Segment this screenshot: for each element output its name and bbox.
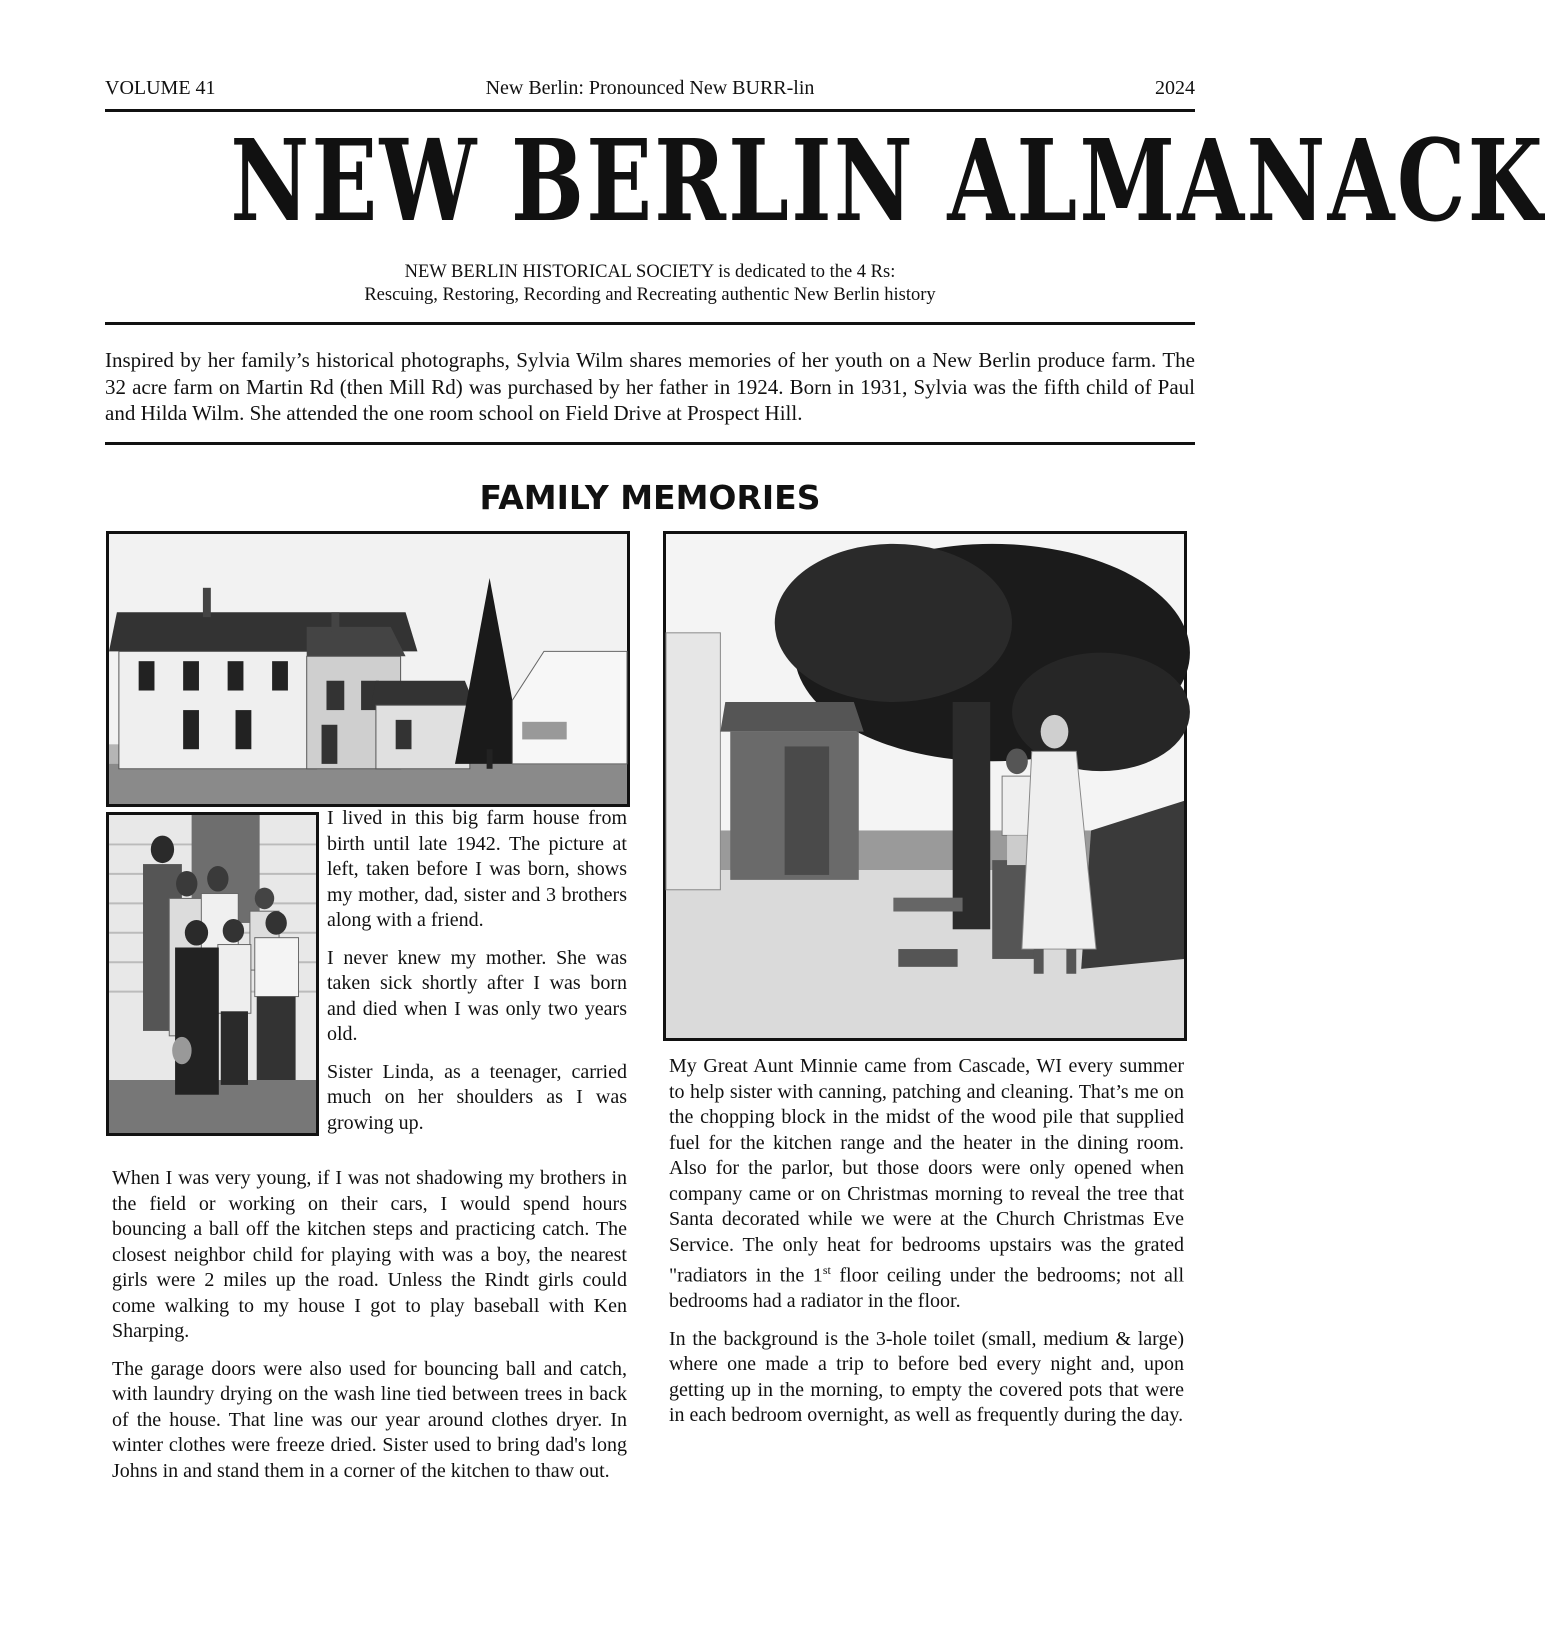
section-title: FAMILY MEMORIES: [479, 478, 821, 517]
left-paragraph-2: The garage doors were also used for bouncing ball and catch, with laundry drying on the wash line tied between trees in back of the house. That line was our year around clothes dryer. In winter clothes were freeze dried. Sister used to bring dad's long Johns in and stand them in a corner of the kitchen to thaw out.: [112, 1357, 627, 1482]
volume-label: VOLUME 41: [105, 77, 216, 99]
header-rule: [105, 109, 1195, 112]
family-photo: [106, 812, 319, 1136]
beside-photo-text: [327, 806, 627, 1148]
society-rule: [105, 322, 1195, 325]
farmhouse-photo: [106, 531, 630, 807]
intro-paragraph: Inspired by her family’s historical photographs, Sylvia Wilm shares memories of her youth on a New Berlin produce farm. The 32 acre farm on Martin Rd (then Mill Rd) was purchased by her father in 1924. Born in 1931, Sylvia was the fifth child of Paul and Hilda Wilm. She attended the one room school on Field Drive at Prospect Hill.: [105, 348, 1195, 425]
beside-paragraph-3: Sister Linda, as a teenager, carried much on her shoulders as I was growing up.: [327, 1060, 627, 1134]
left-column-text: [112, 1166, 627, 1496]
tagline: New Berlin: Pronounced New BURR-lin: [485, 77, 815, 99]
society-line-1: NEW BERLIN HISTORICAL SOCIETY is dedicated to the 4 Rs:: [404, 262, 896, 282]
society-line-2: Rescuing, Restoring, Recording and Recreating authentic New Berlin history: [364, 285, 936, 305]
right-column-text: [669, 1054, 1184, 1441]
year-label: 2024: [1155, 77, 1195, 99]
masthead-title: NEW BERLIN ALMANACK: [230, 116, 1545, 247]
intro-rule: [105, 442, 1195, 445]
beside-paragraph-2: I never knew my mother. She was taken sick shortly after I was born and died when I was only two years old.: [327, 946, 627, 1045]
left-paragraph-1: When I was very young, if I was not shadowing my brothers in the field or working on their cars, I would spend hours bouncing a ball off the kitchen steps and practicing catch. The closest neighbor child for playing with was a boy, the nearest girls were 2 miles up the road. Unless the Rindt girls could come walking to my house I got to play baseball with Ken Sharping.: [112, 1167, 627, 1342]
right-paragraph-1: My Great Aunt Minnie came from Cascade, WI every summer to help sister with canning, patching and cleaning. That’s me on the chopping block in the midst of the wood pile that supplied fuel for the kitchen range and the heater in the dining room. Also for the parlor, but those doors were only opened when company came or on Christmas morning to reveal the tree that Santa decorated while we were at the Church Christmas Eve Service. The only heat for bedrooms upstairs was the grated "radiators in the 1st floor ceiling under the bedrooms; not all bedrooms had a radiator in the floor.: [669, 1055, 1184, 1313]
aunt-minnie-photo: [663, 531, 1187, 1041]
beside-paragraph-1: I lived in this big farm house from birth until late 1942. The picture at left, taken before I was born, shows my mother, dad, sister and 3 brothers along with a friend.: [327, 807, 627, 931]
right-paragraph-2: In the background is the 3-hole toilet (small, medium & large) where one made a trip to before bed every night and, upon getting up in the morning, to empty the covered pots that were in each bedroom overnight, as well as frequently during the day.: [669, 1327, 1184, 1427]
